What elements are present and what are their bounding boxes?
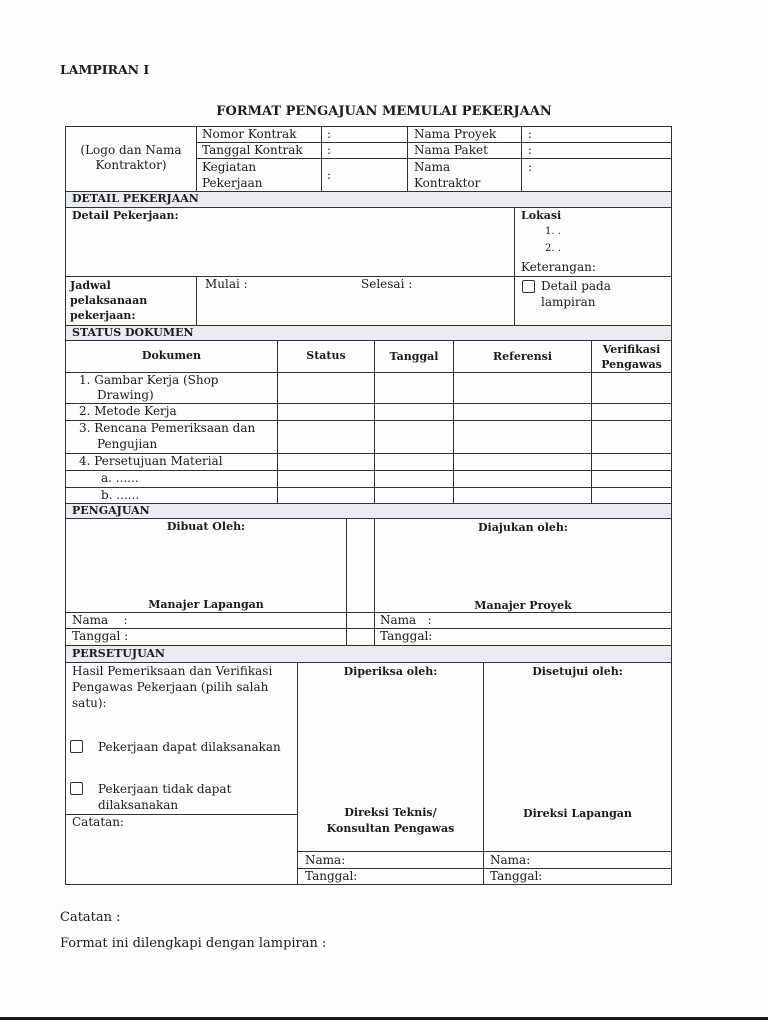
verifikasi-line1: Verifikasi [602, 343, 661, 356]
logo-text-line2: Kontraktor) [95, 158, 167, 172]
lokasi-label: Lokasi [521, 209, 562, 222]
section-persetujuan: PERSETUJUAN [72, 647, 165, 660]
jadwal-line1: Jadwal [70, 279, 111, 292]
section-pengajuan: PENGAJUAN [72, 504, 150, 517]
persetujuan-tanggal-right[interactable]: Tanggal: [490, 869, 543, 883]
keterangan-label: Keterangan: [521, 260, 596, 274]
doc-row-4: 4. Persetujuan Material [79, 454, 223, 468]
tidak-dapat-label-2: dilaksanakan [98, 798, 179, 812]
col-header-referensi: Referensi [492, 350, 553, 363]
tanggal-kontrak-label: Tanggal Kontrak [202, 143, 303, 157]
nomor-kontrak-label: Nomor Kontrak [202, 127, 297, 141]
manajer-proyek-label: Manajer Proyek [474, 599, 572, 612]
doc-row-3: 3. Rencana Pemeriksaan dan [79, 421, 256, 435]
nama-kontraktor-label-2: Kontraktor [414, 176, 481, 190]
hasil-line3: satu): [72, 696, 107, 710]
detail-pekerjaan-label: Detail Pekerjaan: [72, 209, 179, 222]
disetujui-signature-area[interactable] [484, 680, 671, 800]
detail-lampiran-checkbox[interactable] [522, 280, 535, 293]
diperiksa-oleh-label: Diperiksa oleh: [343, 665, 438, 678]
lokasi-item-1[interactable]: 1. . [545, 226, 561, 237]
tanggal-kontrak-field[interactable]: : [327, 143, 332, 157]
footer-lampiran-note: Format ini dilengkapi dengan lampiran : [60, 936, 327, 951]
section-detail-pekerjaan: DETAIL PEKERJAAN [72, 192, 199, 205]
col-header-verifikasi [592, 342, 671, 372]
persetujuan-nama-right[interactable]: Nama: [490, 853, 531, 867]
detail-pekerjaan-input[interactable] [72, 224, 508, 274]
col-header-tanggal: Tanggal [389, 350, 439, 363]
contractor-logo-placeholder [66, 143, 196, 173]
jadwal-label [70, 278, 147, 323]
dapat-dilaksanakan-label: Pekerjaan dapat dilaksanakan [98, 740, 281, 754]
col-header-status: Status [306, 349, 346, 362]
pengajuan-nama-left[interactable]: Nama : [72, 613, 128, 627]
lampiran-text: lampiran [541, 295, 596, 309]
hasil-line1: Hasil Pemeriksaan dan Verifikasi [72, 664, 273, 678]
page-bottom-edge [0, 1017, 768, 1020]
persetujuan-nama-left[interactable]: Nama: [305, 853, 346, 867]
kegiatan-field[interactable]: : [327, 168, 332, 182]
hasil-line2: Pengawas Pekerjaan (pilih salah [72, 680, 269, 694]
nama-kontraktor-field[interactable]: : [528, 160, 533, 174]
pengajuan-tanggal-left[interactable]: Tanggal : [72, 629, 129, 643]
direksi-teknis-label [298, 805, 483, 837]
nama-proyek-label: Nama Proyek [414, 127, 497, 141]
doc-row-3-cont: Pengujian [97, 437, 158, 451]
detail-pada-text: Detail pada [541, 279, 611, 293]
diajukan-signature-area[interactable] [375, 535, 671, 595]
doc-row-4b: b. ...... [101, 488, 140, 502]
kegiatan-label-2: Pekerjaan [202, 176, 263, 190]
nama-proyek-field[interactable]: : [528, 127, 533, 141]
direksi-teknis-line2: Konsultan Pengawas [326, 822, 455, 835]
direksi-lapangan-label: Direksi Lapangan [523, 807, 632, 820]
doc-row-2: 2. Metode Kerja [79, 404, 177, 418]
dibuat-signature-area[interactable] [66, 535, 346, 595]
diperiksa-signature-area[interactable] [298, 680, 483, 800]
lokasi-item-2[interactable]: 2. . [545, 243, 561, 254]
hasil-pemeriksaan-text [72, 663, 272, 711]
verifikasi-line2: Pengawas [601, 358, 662, 371]
footer-catatan: Catatan : [60, 910, 121, 925]
jadwal-line2: pelaksanaan [70, 294, 148, 307]
page-title: FORMAT PENGAJUAN MEMULAI PEKERJAAN [216, 104, 552, 119]
dibuat-oleh-label: Dibuat Oleh: [166, 520, 246, 533]
jadwal-line3: pekerjaan: [70, 309, 136, 322]
direksi-teknis-line1: Direksi Teknis/ [344, 806, 437, 819]
nama-kontraktor-label-1: Nama [414, 160, 451, 174]
pengajuan-tanggal-right[interactable]: Tanggal: [380, 629, 433, 643]
tidak-dapat-checkbox[interactable] [70, 782, 83, 795]
catatan-field[interactable]: Catatan: [72, 815, 125, 829]
nama-paket-label: Nama Paket [414, 143, 488, 157]
doc-row-1: 1. Gambar Kerja (Shop [79, 373, 219, 387]
kegiatan-label-1: Kegiatan [202, 160, 257, 174]
mulai-field[interactable]: Mulai : [205, 277, 248, 291]
nama-paket-field[interactable]: : [528, 143, 533, 157]
section-status-dokumen: STATUS DOKUMEN [72, 326, 194, 339]
dapat-dilaksanakan-checkbox[interactable] [70, 740, 83, 753]
doc-row-1-cont: Drawing) [97, 388, 154, 402]
diajukan-oleh-label: Diajukan oleh: [478, 521, 568, 534]
col-header-dokumen: Dokumen [141, 349, 202, 362]
appendix-label: LAMPIRAN I [60, 62, 150, 77]
persetujuan-tanggal-left[interactable]: Tanggal: [305, 869, 358, 883]
manajer-lapangan-label: Manajer Lapangan [148, 598, 264, 611]
tidak-dapat-label-1: Pekerjaan tidak dapat [98, 782, 232, 796]
pengajuan-nama-right[interactable]: Nama : [380, 613, 432, 627]
logo-text-line1: (Logo dan Nama [80, 143, 182, 157]
disetujui-oleh-label: Disetujui oleh: [532, 665, 623, 678]
selesai-field[interactable]: Selesai : [361, 277, 413, 291]
nomor-kontrak-field[interactable]: : [327, 127, 332, 141]
doc-row-4a: a. ...... [101, 471, 139, 485]
